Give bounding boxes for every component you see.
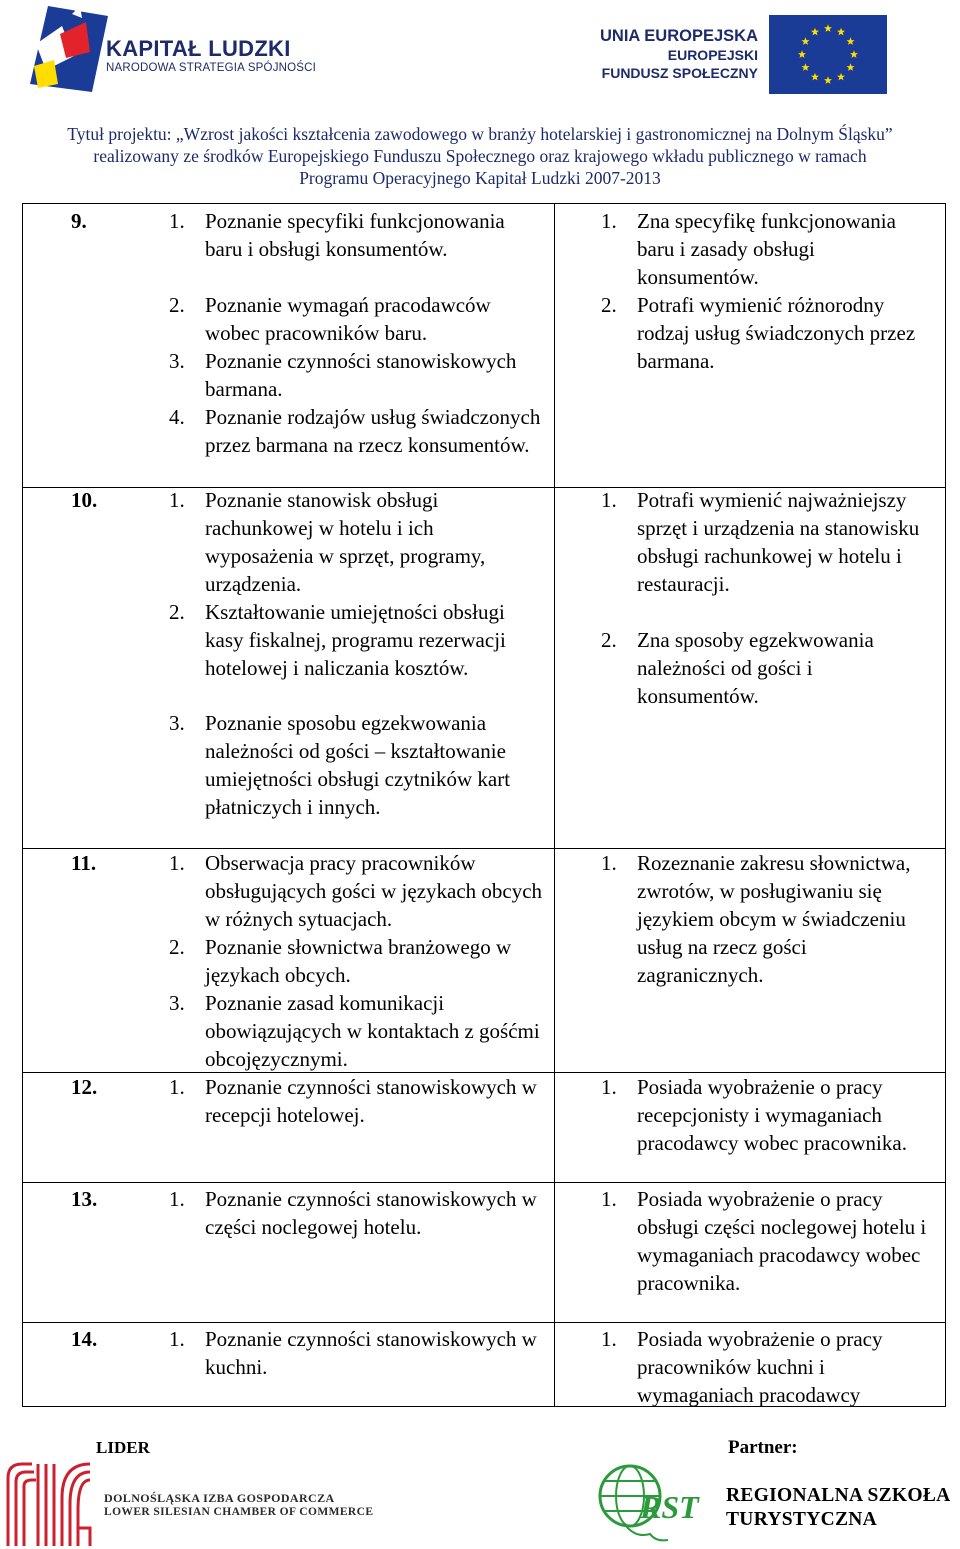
project-line2: realizowany ze środków Europejskiego Funduszu Społecznego oraz krajowego wkładu publicznego w ramach (93, 146, 867, 166)
row-number: 11. (71, 851, 97, 875)
goal-index: 3. (169, 711, 185, 735)
row-divider (23, 1182, 945, 1183)
eu-text-block (596, 27, 758, 82)
outcome-index: 1. (601, 209, 617, 233)
outcome-text: Potrafi wymienić najważniejszy sprzęt i urządzenia na stanowisku obsługi rachunkowej w hotelu i restauracji. (637, 488, 920, 596)
goal-text: Poznanie słownictwa branżowego w językach obcych. (205, 935, 512, 987)
outcome-index: 2. (601, 628, 617, 652)
eu-line3: FUNDUSZ SPOŁECZNY (601, 65, 758, 81)
goal-index: 3. (169, 991, 185, 1015)
outcome-index: 1. (601, 851, 617, 875)
goal-text: Poznanie zasad komunikacji obowiązujących w kontaktach z gośćmi obcojęzycznymi. (205, 991, 540, 1071)
row-number: 9. (71, 209, 87, 233)
goal-index: 2. (169, 293, 185, 317)
lider-name-line1: DOLNOŚLĄSKA IZBA GOSPODARCZA (104, 1491, 335, 1505)
eu-line2: EUROPEJSKI (667, 47, 758, 63)
row-number: 14. (71, 1327, 98, 1351)
outcome-text: Posiada wyobrażenie o pracy obsługi części noclegowej hotelu i wymaganiach pracodawcy wobec pracownika. (637, 1187, 927, 1295)
goal-index: 4. (169, 405, 185, 429)
goal-index: 1. (169, 488, 185, 512)
outcome-text: Rozeznanie zakresu słownictwa, zwrotów, w posługiwaniu się językiem obcym w świadczeniu usług na rzecz gości zagranicznych. (637, 851, 911, 987)
kl-title: KAPITAŁ LUDZKI (106, 36, 291, 61)
kapital-ludzki-emblem-icon (28, 4, 108, 94)
goal-text: Poznanie stanowisk obsługi rachunkowej w hotelu i ich wyposażenia w sprzęt, programy, urządzenia. (205, 488, 486, 596)
eu-flag-icon (769, 15, 887, 94)
partner-name-line1: REGIONALNA SZKOŁA (726, 1485, 951, 1506)
outcome-index: 2. (601, 293, 617, 317)
outcome-text: Potrafi wymienić różnorodny rodzaj usług świadczonych przez barmana. (637, 293, 916, 373)
outcome-index: 1. (601, 1075, 617, 1099)
outcome-text: Posiada wyobrażenie o pracy recepcjonisty i wymaganiach pracodawcy wobec pracownika. (637, 1075, 907, 1155)
eu-line1: UNIA EUROPEJSKA (600, 27, 758, 45)
column-divider (554, 204, 555, 1406)
goal-text: Kształtowanie umiejętności obsługi kasy fiskalnej, programu rezerwacji hotelowej i naliczania kosztów. (205, 600, 506, 680)
goal-index: 3. (169, 349, 185, 373)
project-title (0, 123, 960, 189)
partner-name-line2: TURYSTYCZNA (726, 1509, 878, 1530)
goal-text: Poznanie czynności stanowiskowych w recepcji hotelowej. (205, 1075, 537, 1127)
outcome-index: 1. (601, 1187, 617, 1211)
goal-text: Poznanie czynności stanowiskowych w kuchni. (205, 1327, 537, 1379)
lider-name-line2: LOWER SILESIAN CHAMBER OF COMMERCE (104, 1506, 374, 1518)
goal-text: Poznanie czynności stanowiskowych w części noclegowej hotelu. (205, 1187, 537, 1239)
goal-index: 2. (169, 935, 185, 959)
goal-index: 1. (169, 209, 185, 233)
goal-index: 2. (169, 600, 185, 624)
rst-logo-text: RST (640, 1489, 699, 1525)
goal-text: Obserwacja pracy pracowników obsługujących gości w językach obcych w różnych sytuacjach. (205, 851, 543, 931)
goal-text: Poznanie specyfiki funkcjonowania baru i obsługi konsumentów. (205, 209, 505, 261)
outcome-text: Zna specyfikę funkcjonowania baru i zasady obsługi konsumentów. (637, 209, 896, 289)
kl-subtitle: NARODOWA STRATEGIA SPÓJNOŚCI (106, 62, 317, 74)
goal-text: Poznanie rodzajów usług świadczonych przez barmana na rzecz konsumentów. (205, 405, 541, 457)
outcome-index: 1. (601, 1327, 617, 1351)
goal-text: Poznanie czynności stanowiskowych barmana. (205, 349, 517, 401)
partner-label: Partner: (728, 1437, 798, 1458)
project-line1: Tytuł projektu: „Wzrost jakości kształcenia zawodowego w branży hotelarskiej i gastronomicznej na Dolnym Śląsku” (67, 124, 893, 144)
lider-label: LIDER (96, 1438, 150, 1457)
goal-text: Poznanie wymagań pracodawców wobec pracowników baru. (205, 293, 491, 345)
dig-logo-icon (4, 1458, 94, 1548)
goal-index: 1. (169, 1327, 185, 1351)
outcome-index: 1. (601, 488, 617, 512)
rst-logo-icon (596, 1462, 708, 1544)
outcome-text: Posiada wyobrażenie o pracy pracowników kuchni i wymaganiach pracodawcy (637, 1327, 883, 1407)
row-number: 10. (71, 488, 98, 512)
row-number: 13. (71, 1187, 98, 1211)
program-table (22, 203, 946, 1407)
row-number: 12. (71, 1075, 98, 1099)
row-divider (23, 1322, 945, 1323)
goal-index: 1. (169, 1075, 185, 1099)
outcome-text: Zna sposoby egzekwowania należności od gości i konsumentów. (637, 628, 874, 708)
goal-text: Poznanie sposobu egzekwowania należności od gości – kształtowanie umiejętności obsługi czytników kart płatniczych i innych. (205, 711, 511, 819)
goal-index: 1. (169, 851, 185, 875)
goal-index: 1. (169, 1187, 185, 1211)
project-line3: Programu Operacyjnego Kapitał Ludzki 2007-2013 (299, 168, 661, 188)
